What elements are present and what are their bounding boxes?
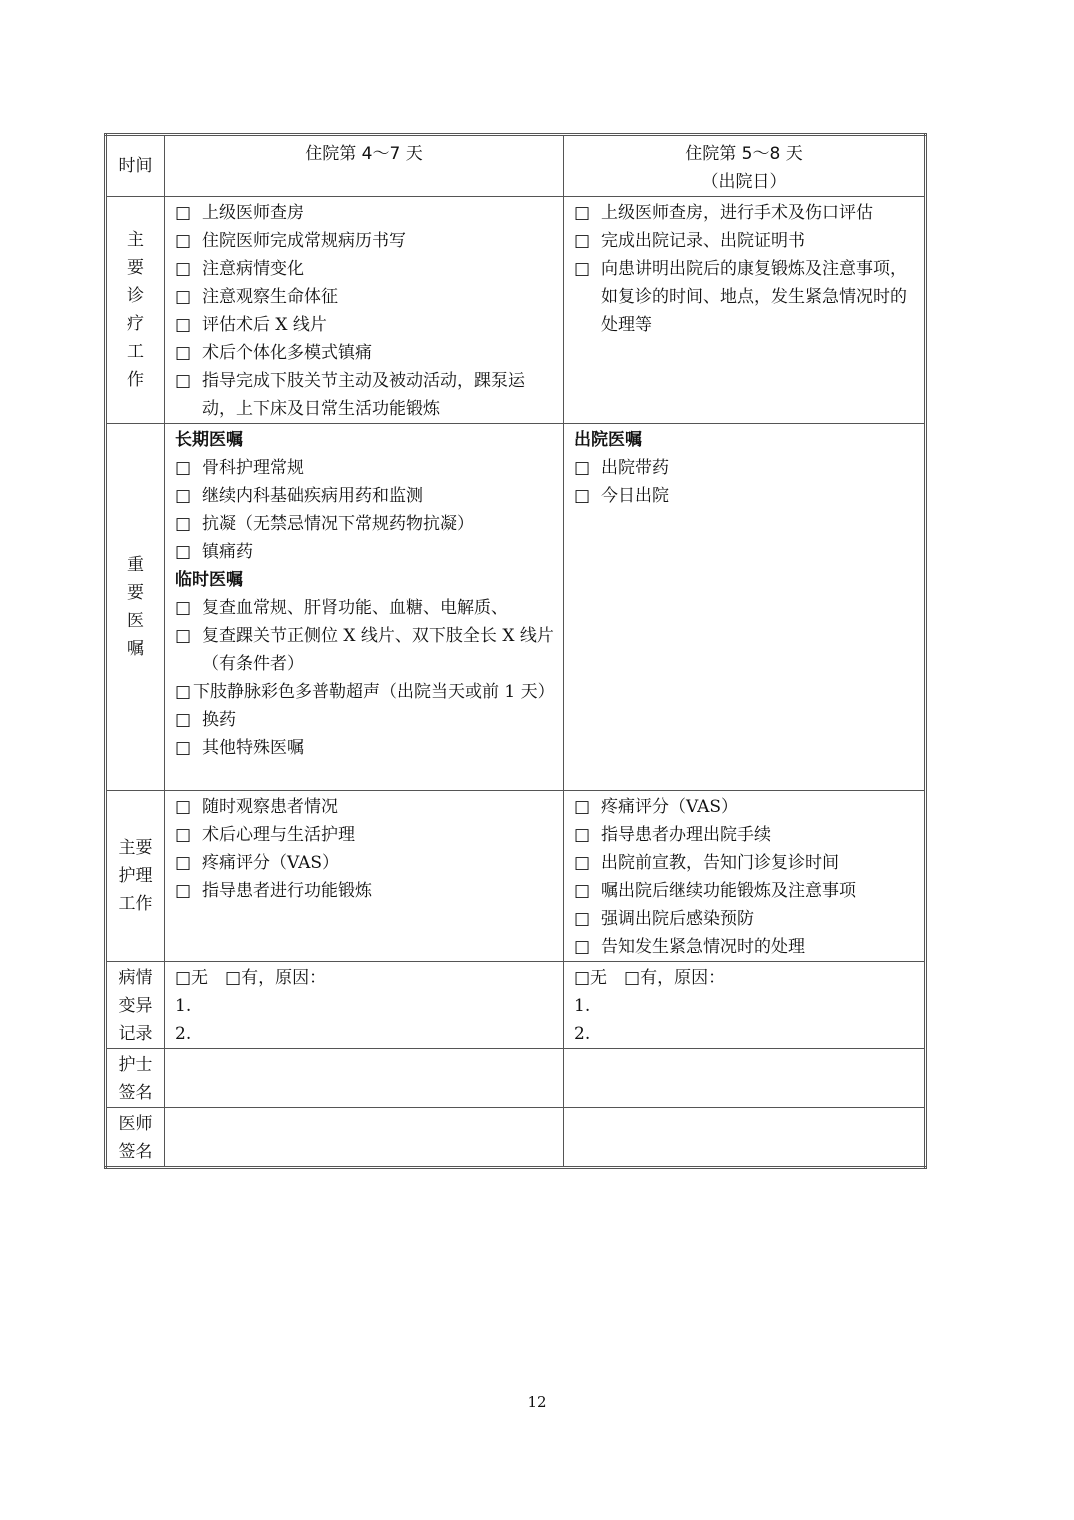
item-text: 完成出院记录、出院证明书 <box>601 231 805 251</box>
item-text: 住院医师完成常规病历书写 <box>202 231 406 251</box>
variation-options[interactable]: □无 □有，原因： <box>574 968 726 988</box>
variation-row <box>106 962 926 1049</box>
checkbox-icon[interactable]: □ <box>574 825 591 845</box>
checklist-item <box>175 283 555 311</box>
orders-col2 <box>564 424 926 791</box>
item-text: 上级医师查房 <box>202 203 304 223</box>
checklist-item <box>574 255 916 339</box>
item-text: 术后心理与生活护理 <box>202 825 355 845</box>
item-text: 指导患者办理出院手续 <box>601 825 771 845</box>
doctor-sign-label <box>106 1108 165 1168</box>
nurse-signature-field-col1[interactable] <box>165 1049 564 1108</box>
doctor-signature-field-col1[interactable] <box>165 1108 564 1168</box>
checklist-item <box>574 454 916 482</box>
label-char: 主 <box>127 230 144 250</box>
checkbox-icon[interactable]: □ <box>574 797 591 817</box>
checklist-item <box>574 933 916 961</box>
checkbox-icon[interactable]: □ <box>574 909 591 929</box>
item-text: 出院带药 <box>601 458 669 478</box>
label-char: 诊 <box>127 286 144 306</box>
item-text: 疼痛评分（VAS） <box>202 853 340 873</box>
doctor-signature-row <box>106 1108 926 1168</box>
label-char: 要 <box>127 258 144 278</box>
page-number: 12 <box>527 1393 547 1411</box>
checkbox-icon[interactable]: □ <box>574 458 591 478</box>
checklist-item <box>175 255 555 283</box>
variation-options[interactable]: □无 □有，原因： <box>175 968 327 988</box>
checkbox-icon[interactable]: □ <box>574 231 591 251</box>
item-text: 上级医师查房，进行手术及伤口评估 <box>601 203 873 223</box>
col1-header <box>165 135 564 197</box>
variation-reason-2[interactable]: 2. <box>574 1024 591 1044</box>
item-text: 出院前宣教，告知门诊复诊时间 <box>601 853 839 873</box>
nursing-row <box>106 791 926 962</box>
orders-label <box>106 424 165 791</box>
checkbox-icon[interactable]: □ <box>574 203 591 223</box>
col2-header-line1: 住院第 5～8 天 <box>685 144 803 164</box>
checkbox-icon[interactable]: □ <box>574 853 591 873</box>
label-line: 病情 <box>118 968 153 988</box>
checklist-item <box>175 538 555 566</box>
label-line: 护士 <box>118 1055 153 1075</box>
discharge-orders-title: 出院医嘱 <box>574 430 642 450</box>
checkbox-icon[interactable]: □ <box>175 598 192 618</box>
label-char: 医 <box>127 611 144 631</box>
checklist-item <box>175 367 555 423</box>
checkbox-icon[interactable]: □ <box>175 881 192 901</box>
checklist-item <box>175 849 555 877</box>
checkbox-icon[interactable]: □ <box>175 287 192 307</box>
checkbox-icon[interactable]: □ <box>175 231 192 251</box>
checklist-item <box>574 199 916 227</box>
checklist-item <box>175 339 555 367</box>
item-text: 向患讲明出院后的康复锻炼及注意事项，如复诊的时间、地点，发生紧急情况时的处理等 <box>601 259 907 335</box>
item-text: 术后个体化多模式镇痛 <box>202 343 372 363</box>
checkbox-icon[interactable]: □ <box>175 738 192 758</box>
item-text: 强调出院后感染预防 <box>601 909 754 929</box>
checklist-item <box>175 821 555 849</box>
item-text: 复查踝关节正侧位 X 线片、双下肢全长 X 线片（有条件者） <box>202 626 554 674</box>
diagnosis-col2 <box>564 197 926 424</box>
checkbox-icon[interactable]: □ <box>175 514 192 534</box>
checklist-item <box>175 678 555 706</box>
checkbox-icon[interactable]: □ <box>574 259 591 279</box>
variation-col1 <box>165 962 564 1049</box>
checklist-item <box>175 622 555 678</box>
orders-col1 <box>165 424 564 791</box>
time-label-cell <box>106 135 165 197</box>
item-text: 注意观察生命体征 <box>202 287 338 307</box>
nurse-signature-field-col2[interactable] <box>564 1049 926 1108</box>
item-text: 嘱出院后继续功能锻炼及注意事项 <box>601 881 856 901</box>
item-text: 其他特殊医嘱 <box>202 738 304 758</box>
variation-reason-2[interactable]: 2. <box>175 1024 192 1044</box>
time-label: 时间 <box>118 156 153 176</box>
item-text: 评估术后 X 线片 <box>202 315 327 335</box>
checklist-item <box>175 510 555 538</box>
label-line: 工作 <box>118 894 153 914</box>
checklist-item <box>175 199 555 227</box>
checklist-item <box>574 482 916 510</box>
diagnosis-row <box>106 197 926 424</box>
orders-row <box>106 424 926 791</box>
checkbox-icon[interactable]: □ <box>574 937 591 957</box>
checkbox-icon[interactable]: □ <box>574 881 591 901</box>
diagnosis-col1 <box>165 197 564 424</box>
temporary-orders-title: 临时医嘱 <box>175 570 243 590</box>
checklist-item <box>175 482 555 510</box>
col1-header-text: 住院第 4～7 天 <box>305 144 423 164</box>
diagnosis-label <box>106 197 165 424</box>
checkbox-icon[interactable]: □ <box>175 343 192 363</box>
checkbox-icon[interactable]: □ <box>175 203 192 223</box>
variation-label <box>106 962 165 1049</box>
checkbox-icon[interactable]: □ <box>175 259 192 279</box>
checkbox-icon[interactable]: □ <box>175 315 192 335</box>
variation-reason-1[interactable]: 1. <box>574 996 591 1016</box>
label-char: 疗 <box>127 314 144 334</box>
item-text: 骨科护理常规 <box>202 458 304 478</box>
item-text: 下肢静脉彩色多普勒超声（出院当天或前 1 天） <box>193 682 555 702</box>
label-line: 主要 <box>118 838 153 858</box>
label-char: 重 <box>127 555 144 575</box>
checkbox-icon[interactable]: □ <box>175 371 192 391</box>
checkbox-icon[interactable]: □ <box>175 710 192 730</box>
item-text: 复查血常规、肝肾功能、血糖、电解质、 <box>202 598 508 618</box>
doctor-signature-field-col2[interactable] <box>564 1108 926 1168</box>
checkbox-icon[interactable]: □ <box>175 458 192 478</box>
checklist-item <box>574 821 916 849</box>
checkbox-icon[interactable]: □ <box>175 626 192 646</box>
checklist-item <box>175 594 555 622</box>
item-text: 换药 <box>202 710 236 730</box>
checklist-item <box>175 311 555 339</box>
checklist-item <box>175 734 555 762</box>
item-text: 继续内科基础疾病用药和监测 <box>202 486 423 506</box>
checklist-item <box>175 706 555 734</box>
checkbox-icon[interactable]: □ <box>574 486 591 506</box>
checklist-item <box>175 793 555 821</box>
checkbox-icon[interactable]: □ <box>175 542 192 562</box>
checklist-item <box>574 227 916 255</box>
col2-header-line2: （出院日） <box>701 172 787 192</box>
label-line: 医师 <box>118 1114 153 1134</box>
label-char: 作 <box>127 370 144 390</box>
checklist-item <box>574 905 916 933</box>
nursing-col2 <box>564 791 926 962</box>
label-line: 记录 <box>118 1024 153 1044</box>
checklist-item <box>574 877 916 905</box>
checkbox-icon[interactable]: □ <box>175 825 192 845</box>
label-line: 签名 <box>118 1142 153 1162</box>
checklist-item <box>574 849 916 877</box>
label-char: 要 <box>127 583 144 603</box>
nurse-signature-row <box>106 1049 926 1108</box>
nurse-sign-label <box>106 1049 165 1108</box>
item-text: 镇痛药 <box>202 542 253 562</box>
item-text: 随时观察患者情况 <box>202 797 338 817</box>
item-text: 疼痛评分（VAS） <box>601 797 739 817</box>
checkbox-icon[interactable]: □ <box>175 853 192 873</box>
checkbox-icon[interactable]: □ <box>175 797 192 817</box>
variation-col2 <box>564 962 926 1049</box>
item-text: 今日出院 <box>601 486 669 506</box>
label-line: 变异 <box>118 996 153 1016</box>
item-text: 注意病情变化 <box>202 259 304 279</box>
item-text: 告知发生紧急情况时的处理 <box>601 937 805 957</box>
label-line: 签名 <box>118 1083 153 1103</box>
item-text: 抗凝（无禁忌情况下常规药物抗凝） <box>202 514 474 534</box>
checklist-item <box>175 877 555 905</box>
label-char: 工 <box>127 342 144 362</box>
item-text: 指导完成下肢关节主动及被动活动，踝泵运动，上下床及日常生活功能锻炼 <box>202 371 525 419</box>
col2-header <box>564 135 926 197</box>
checkbox-icon[interactable]: □ <box>175 486 192 506</box>
clinical-pathway-table <box>104 133 927 1169</box>
checklist-item <box>574 793 916 821</box>
label-char: 嘱 <box>127 639 144 659</box>
checkbox-icon[interactable]: □ <box>175 682 192 702</box>
checklist-item <box>175 227 555 255</box>
nursing-col1 <box>165 791 564 962</box>
nursing-label <box>106 791 165 962</box>
label-line: 护理 <box>118 866 153 886</box>
variation-reason-1[interactable]: 1. <box>175 996 192 1016</box>
long-term-orders-title: 长期医嘱 <box>175 430 243 450</box>
item-text: 指导患者进行功能锻炼 <box>202 881 372 901</box>
header-row <box>106 135 926 197</box>
checklist-item <box>175 454 555 482</box>
